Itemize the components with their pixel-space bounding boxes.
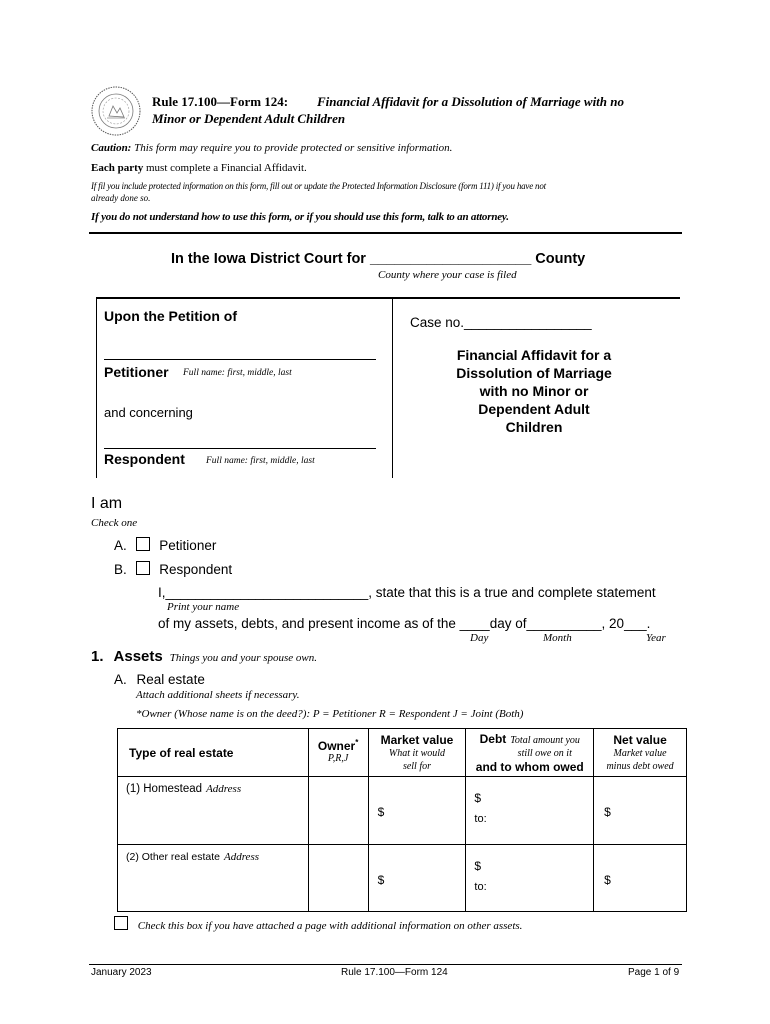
header-debt-label: Debt — [479, 732, 507, 746]
attached-assets-text: Check this box if you have attached a page with additional information on other assets. — [137, 920, 523, 932]
row-debt-to: to: — [474, 881, 487, 893]
form-title-line2: Minor or Dependent Adult Children — [152, 111, 346, 126]
check-one-hint: Check one — [91, 517, 138, 529]
each-party-bold: Each party — [91, 162, 144, 174]
row-net-dollar: $ — [604, 805, 611, 819]
protected-info-line1: If fil you include protected information on this form, fill out or update the Protected Information Disclosure (form 111) if you have not — [91, 181, 546, 191]
real-estate-label: Real estate — [136, 672, 205, 687]
option-petitioner — [114, 537, 216, 553]
header-owner-sub: P,R,J — [327, 753, 349, 764]
month-hint: Month — [543, 632, 572, 644]
caution-notice — [91, 142, 452, 154]
row-owner-cell[interactable] — [308, 845, 368, 912]
header-owner — [308, 729, 368, 777]
header-net-sub1: Market value — [613, 748, 667, 759]
header-owner-star: * — [355, 738, 359, 747]
header-debt-sub1: Total amount you — [510, 735, 580, 746]
header-owner-label: Owner — [317, 739, 356, 753]
attached-assets-checkbox[interactable] — [114, 916, 128, 930]
row-debt-to: to: — [474, 813, 487, 825]
header-market-label: Market value — [380, 733, 454, 747]
assets-subtitle: Things you and your spouse own. — [169, 652, 317, 664]
header-market — [368, 729, 466, 777]
header-type-label: Type of real estate — [129, 745, 234, 760]
doc-title-line: Dependent Adult — [478, 401, 590, 417]
header-net-label: Net value — [613, 733, 667, 747]
attorney-notice: If you do not understand how to use this form, or if you should use this form, talk to an attorney. — [91, 211, 509, 223]
petition-label: Upon the Petition of — [104, 308, 237, 324]
doc-title-line: Dissolution of Marriage — [456, 365, 612, 381]
petitioner-label: Petitioner — [104, 364, 169, 380]
row-label: (2) Other real estate — [126, 851, 220, 863]
header-net — [594, 729, 687, 777]
doc-title-line: Children — [505, 419, 563, 435]
header-debt-sub3: and to whom owed — [475, 760, 584, 774]
row-net-cell[interactable] — [594, 845, 687, 912]
year-hint: Year — [646, 632, 666, 644]
header-net-sub2: minus debt owed — [606, 761, 674, 772]
row-owner-cell[interactable] — [308, 777, 368, 845]
row-market-dollar: $ — [377, 805, 385, 819]
row-net-dollar: $ — [604, 873, 611, 887]
respondent-name-line[interactable] — [104, 448, 376, 449]
respondent-hint: Full name: first, middle, last — [206, 456, 315, 466]
county-hint: County where your case is filed — [378, 269, 517, 281]
option-a-label: Petitioner — [159, 538, 217, 553]
print-name-hint: Print your name — [167, 601, 240, 613]
row-address-hint: Address — [206, 783, 242, 795]
option-respondent — [114, 561, 232, 577]
header-debt — [466, 729, 594, 777]
and-concerning: and concerning — [104, 405, 193, 420]
row-market-dollar: $ — [377, 873, 385, 887]
footer-date: January 2023 — [91, 967, 152, 978]
header-market-sub2: sell for — [402, 761, 432, 772]
row-debt-cell[interactable] — [466, 777, 594, 845]
petitioner-hint: Full name: first, middle, last — [183, 368, 292, 378]
row-net-cell[interactable] — [594, 777, 687, 845]
caption-divider — [392, 298, 393, 478]
header-market-sub1: What it would — [388, 748, 446, 759]
header-debt-sub2: still owe on it — [517, 748, 572, 759]
assets-heading — [91, 648, 317, 666]
caption-top-rule — [96, 297, 680, 299]
respondent-label: Respondent — [104, 451, 185, 467]
row-type-cell[interactable] — [118, 845, 309, 912]
iowa-judicial-seal-icon — [91, 86, 141, 136]
table-row — [118, 777, 687, 845]
caution-label: Caution: — [91, 142, 132, 154]
row-debt-dollar: $ — [474, 791, 482, 805]
footer-divider — [89, 964, 682, 965]
row-type-cell[interactable] — [118, 777, 309, 845]
footer-page: Page 1 of 9 — [628, 967, 680, 978]
doc-title-line: Financial Affidavit for a — [456, 347, 612, 363]
table-header-row — [118, 729, 687, 777]
header-divider — [89, 232, 682, 234]
attached-assets-check — [114, 916, 522, 932]
rule-form-label: Rule 17.100—Form 124: — [152, 94, 289, 109]
table-row — [118, 845, 687, 912]
statement-line2[interactable]: of my assets, debts, and present income as of the ____day of__________, 20___. — [158, 616, 651, 631]
footer-form: Rule 17.100—Form 124 — [341, 967, 448, 978]
real-estate-table — [117, 728, 687, 912]
attach-note: Attach additional sheets if necessary. — [136, 689, 300, 701]
form-title-line1: Financial Affidavit for a Dissolution of Marriage with no — [317, 94, 624, 109]
i-am-label: I am — [91, 495, 123, 512]
assets-title: Assets — [113, 648, 163, 665]
each-party-text: must complete a Financial Affidavit. — [146, 162, 307, 174]
row-label: (1) Homestead — [126, 783, 203, 795]
doc-title-line: with no Minor or — [479, 383, 589, 399]
option-b-letter: B. — [114, 562, 127, 577]
row-debt-dollar: $ — [474, 859, 482, 873]
owner-note: *Owner (Whose name is on the deed?): P = Petitioner R = Respondent J = Joint (Both) — [136, 708, 524, 720]
each-party-notice — [91, 162, 307, 174]
row-market-cell[interactable] — [368, 845, 466, 912]
option-b-label: Respondent — [159, 562, 233, 577]
row-market-cell[interactable] — [368, 777, 466, 845]
day-hint: Day — [470, 632, 489, 644]
assets-number: 1. — [91, 648, 104, 665]
caption-left-rule — [96, 298, 97, 478]
petitioner-checkbox[interactable] — [136, 537, 150, 551]
court-heading: In the Iowa District Court for ____________________ County — [171, 251, 586, 267]
document-title — [410, 346, 658, 436]
header-type — [118, 729, 309, 777]
respondent-checkbox[interactable] — [136, 561, 150, 575]
petitioner-name-line[interactable] — [104, 359, 376, 360]
protected-info-line2: already done so. — [91, 193, 151, 203]
statement-line1[interactable]: I,___________________________, state that this is a true and complete statement — [158, 585, 656, 600]
caution-text: This form may require you to provide protected or sensitive information. — [134, 142, 453, 154]
real-estate-heading — [114, 672, 205, 687]
row-address-hint: Address — [223, 851, 260, 863]
row-debt-cell[interactable] — [466, 845, 594, 912]
real-estate-letter: A. — [114, 672, 127, 687]
case-number-field[interactable]: Case no._________________ — [410, 315, 592, 330]
option-a-letter: A. — [114, 538, 127, 553]
